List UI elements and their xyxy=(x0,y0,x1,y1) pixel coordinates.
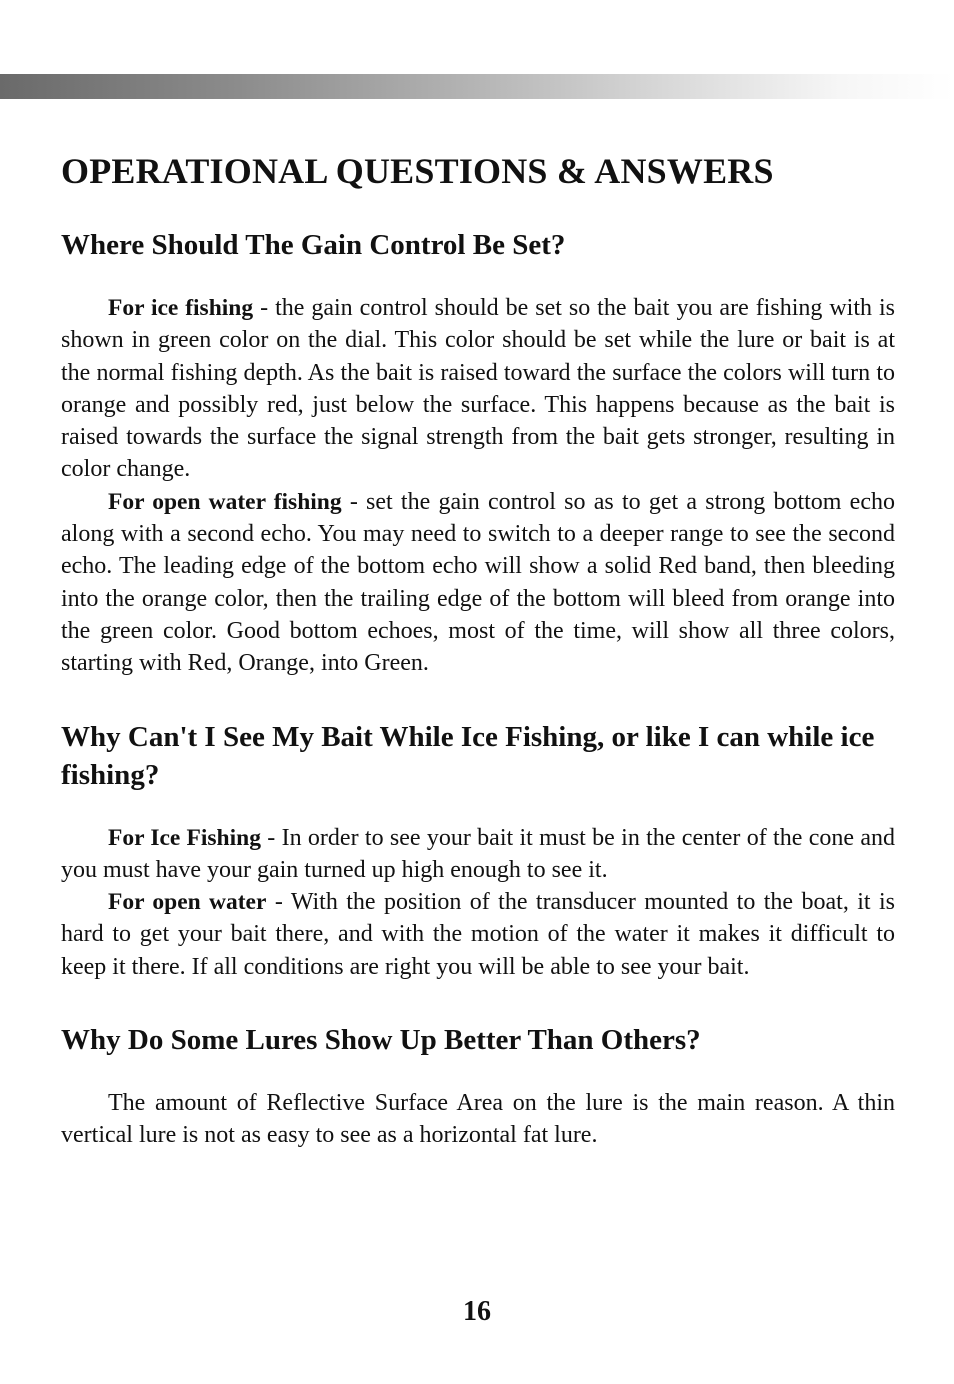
section-gain-control xyxy=(61,226,895,680)
section-heading: Why Do Some Lures Show Up Better Than Others? xyxy=(61,1024,701,1057)
paragraph-ice-fishing xyxy=(61,822,895,887)
paragraph-lead: For Ice Fishing xyxy=(108,824,261,851)
paragraph-text: - set the gain control so as to get a strong bottom echo along with a second echo. You may need to switch to a deeper range to see the second echo. The leading edge of the bottom echo will show a solid Red band, then bleeding into the orange color, then the trailing edge of the bottom will bleed from orange into the green color. Good bottom echoes, most of the time, will show all three colors, starting with Red, Orange, into Green. xyxy=(61,488,895,677)
section-lures xyxy=(61,1021,895,1152)
page-title: OPERATIONAL QUESTIONS & ANSWERS xyxy=(61,151,774,191)
section-heading: Why Can't I See My Bait While Ice Fishing, or like I can while ice fishing? xyxy=(61,720,875,791)
paragraph-open-water-fishing xyxy=(61,486,895,680)
paragraph-open-water xyxy=(61,886,895,983)
section-heading: Where Should The Gain Control Be Set? xyxy=(61,229,566,261)
paragraph-lead: For open water fishing xyxy=(108,488,342,515)
page-content xyxy=(61,150,895,1190)
paragraph-text: The amount of Reflective Surface Area on the lure is the main reason. A thin vertical lure is not as easy to see as a horizontal fat lure. xyxy=(61,1090,895,1149)
header-gradient-bar xyxy=(0,74,954,99)
page-number: 16 xyxy=(463,1296,491,1327)
paragraph-reflective-surface xyxy=(61,1087,895,1152)
section-see-bait xyxy=(61,718,895,983)
paragraph-text: - With the position of the transducer mounted to the boat, it is hard to get your bait there, and with the motion of the water it makes it difficult to keep it there. If all conditions are right you will be able to see your bait. xyxy=(61,889,895,980)
paragraph-ice-fishing xyxy=(61,292,895,486)
paragraph-lead: For ice fishing xyxy=(108,295,254,321)
paragraph-text: - the gain control should be set so the bait you are fishing with is shown in green color on the dial. This color should be set while the lure or bait is at the normal fishing depth. As the bait is raised toward the surface the colors will turn to orange and possibly red, just below the surface. This happens because as the bait is raised towards the surface the signal strength from the bait gets stronger, resulting in color change. xyxy=(61,295,895,483)
paragraph-text: - In order to see your bait it must be in the center of the cone and you must have your gain turned up high enough to see it. xyxy=(61,824,895,883)
paragraph-lead: For open water xyxy=(108,889,267,916)
